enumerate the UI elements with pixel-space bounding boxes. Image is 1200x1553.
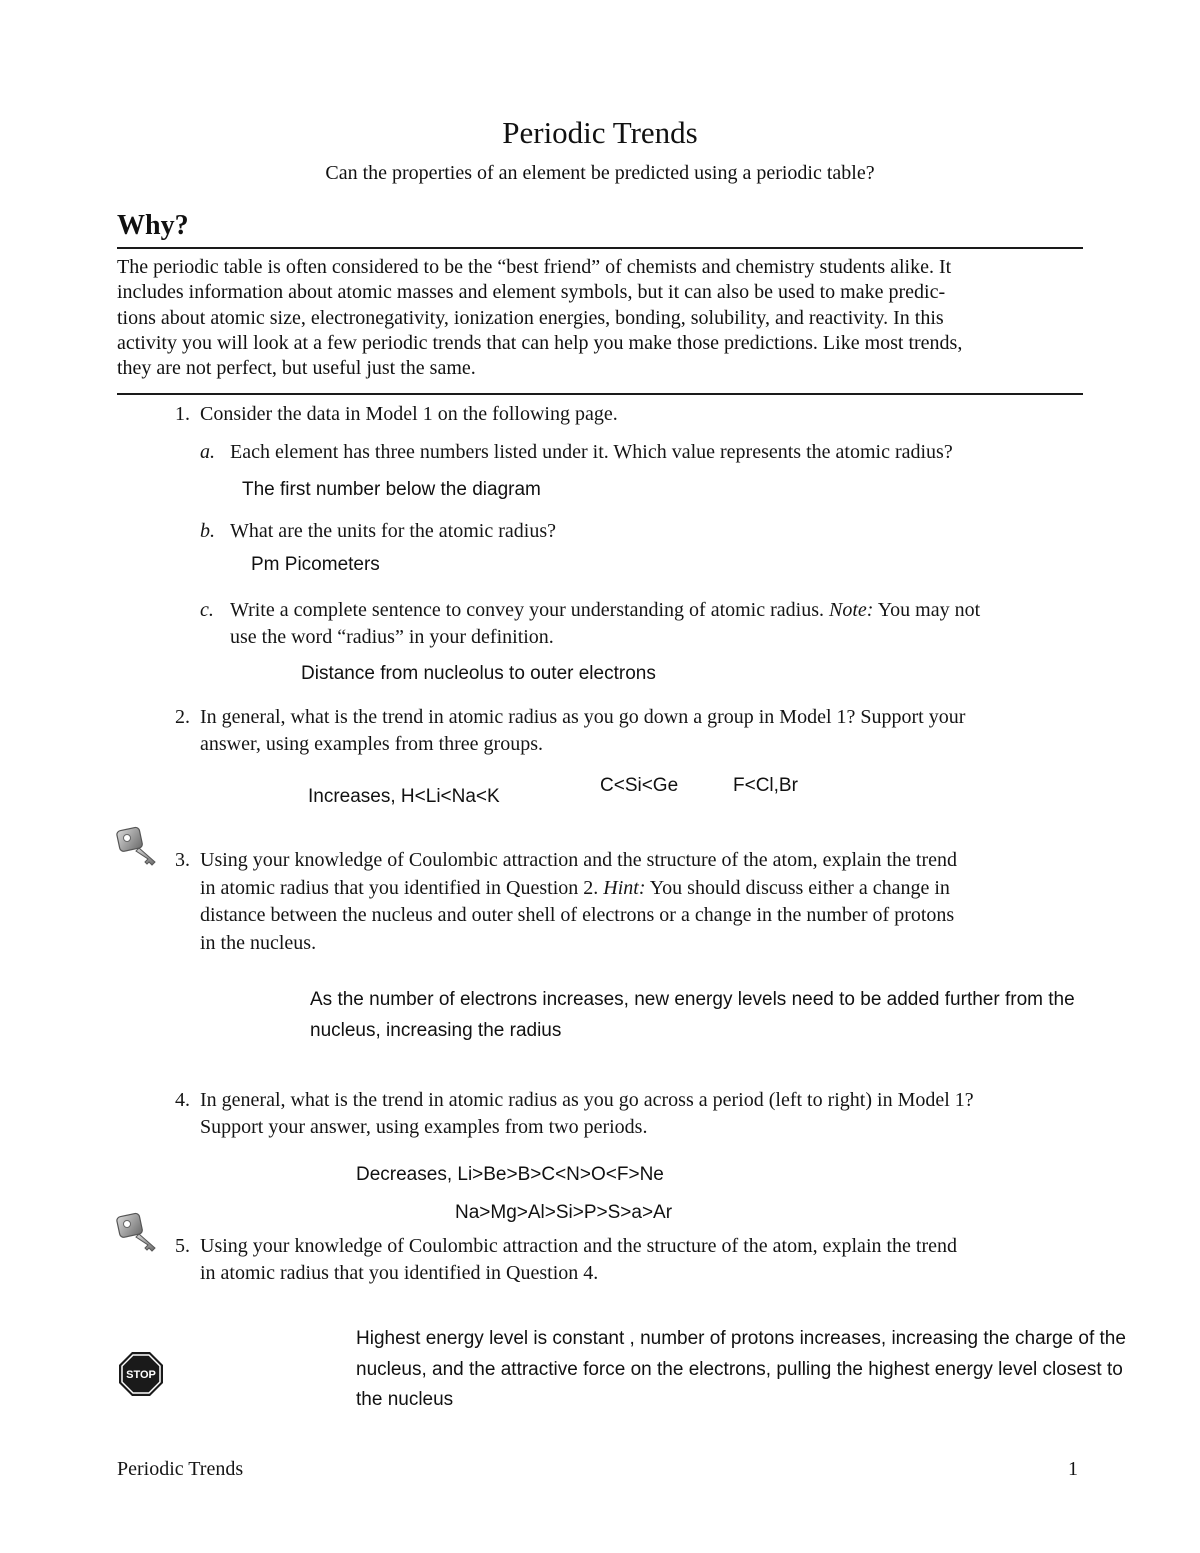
stop-sign-label: STOP bbox=[126, 1369, 156, 1381]
why-line: they are not perfect, but useful just the same. bbox=[117, 357, 476, 380]
page-subtitle: Can the properties of an element be predicted using a periodic table? bbox=[325, 162, 875, 184]
q4-line1: In general, what is the trend in atomic radius as you go across a period (left to right) in Model 1? bbox=[200, 1089, 974, 1111]
q5-number: 5. bbox=[175, 1235, 190, 1257]
q3-line4: in the nucleus. bbox=[200, 932, 317, 954]
key-icon bbox=[115, 826, 163, 870]
q1b-text: What are the units for the atomic radius? bbox=[230, 520, 556, 542]
why-paragraph bbox=[117, 255, 1083, 381]
q1c-line2: use the word “radius” in your definition. bbox=[230, 626, 554, 648]
why-line: activity you will look at a few periodic trends that can help you make those predictions. Like most trends, bbox=[117, 331, 963, 354]
q5-answer-line3: the nucleus bbox=[356, 1389, 454, 1410]
why-line: tions about atomic size, electronegativity, ionization energies, bonding, solubility, and reactivity. In this bbox=[117, 306, 944, 329]
page-title: Periodic Trends bbox=[502, 115, 698, 150]
q1-number: 1. bbox=[175, 403, 190, 425]
q1c-letter: c. bbox=[200, 599, 214, 621]
q5-line1: Using your knowledge of Coulombic attraction and the structure of the atom, explain the trend bbox=[200, 1235, 958, 1257]
q1-text: Consider the data in Model 1 on the following page. bbox=[200, 403, 618, 425]
q4-answer-2: Na>Mg>Al>Si>P>S>a>Ar bbox=[455, 1202, 673, 1223]
q2-answer-3: F<Cl,Br bbox=[733, 775, 798, 796]
q1b-letter: b. bbox=[200, 520, 215, 542]
stop-sign-icon bbox=[118, 1351, 164, 1397]
q5-answer-line2: nucleus, and the attractive force on the electrons, pulling the highest energy level closest to bbox=[356, 1359, 1123, 1380]
q3-number: 3. bbox=[175, 849, 190, 871]
q1b-answer: Pm Picometers bbox=[251, 554, 380, 575]
q2-answer-1: Increases, H<Li<Na<K bbox=[308, 786, 500, 807]
q4-line2: Support your answer, using examples from two periods. bbox=[200, 1116, 648, 1138]
q2-number: 2. bbox=[175, 706, 190, 728]
q5-answer-line1: Highest energy level is constant , number of protons increases, increasing the charge of the bbox=[356, 1328, 1126, 1349]
why-line: The periodic table is often considered to be the “best friend” of chemists and chemistry students alike. It bbox=[117, 256, 952, 278]
page-number: 1 bbox=[1068, 1458, 1078, 1480]
q5-line2: in atomic radius that you identified in Question 4. bbox=[200, 1262, 599, 1284]
key-icon bbox=[115, 1212, 163, 1256]
q2-line1: In general, what is the trend in atomic radius as you go down a group in Model 1? Support your bbox=[200, 706, 966, 728]
q4-answer-1: Decreases, Li>Be>B>C<N>O<F>Ne bbox=[356, 1164, 664, 1185]
q4-number: 4. bbox=[175, 1089, 190, 1111]
q1a-text: Each element has three numbers listed under it. Which value represents the atomic radius? bbox=[230, 441, 953, 463]
footer-title: Periodic Trends bbox=[117, 1458, 244, 1480]
q1c-answer: Distance from nucleolus to outer electrons bbox=[301, 663, 656, 684]
q1a-letter: a. bbox=[200, 441, 215, 463]
top-rule bbox=[117, 247, 1083, 249]
q1c-line1: Write a complete sentence to convey your understanding of atomic radius. Note: You may not bbox=[230, 599, 981, 621]
q2-line2: answer, using examples from three groups. bbox=[200, 733, 543, 755]
q3-line2: in atomic radius that you identified in Question 2. Hint: You should discuss either a change in bbox=[200, 877, 950, 899]
q3-line1: Using your knowledge of Coulombic attraction and the structure of the atom, explain the trend bbox=[200, 849, 958, 871]
q3-answer-line1: As the number of electrons increases, new energy levels need to be added further from the bbox=[310, 989, 1075, 1010]
q3-answer-line2: nucleus, increasing the radius bbox=[310, 1020, 562, 1041]
why-heading: Why? bbox=[117, 210, 189, 241]
why-line: includes information about atomic masses and element symbols, but it can also be used to make predic- bbox=[117, 281, 946, 304]
q3-line3: distance between the nucleus and outer shell of electrons or a change in the number of protons bbox=[200, 904, 955, 926]
q2-answer-2: C<Si<Ge bbox=[600, 775, 679, 796]
bottom-rule bbox=[117, 393, 1083, 395]
q1a-answer: The first number below the diagram bbox=[242, 479, 541, 500]
